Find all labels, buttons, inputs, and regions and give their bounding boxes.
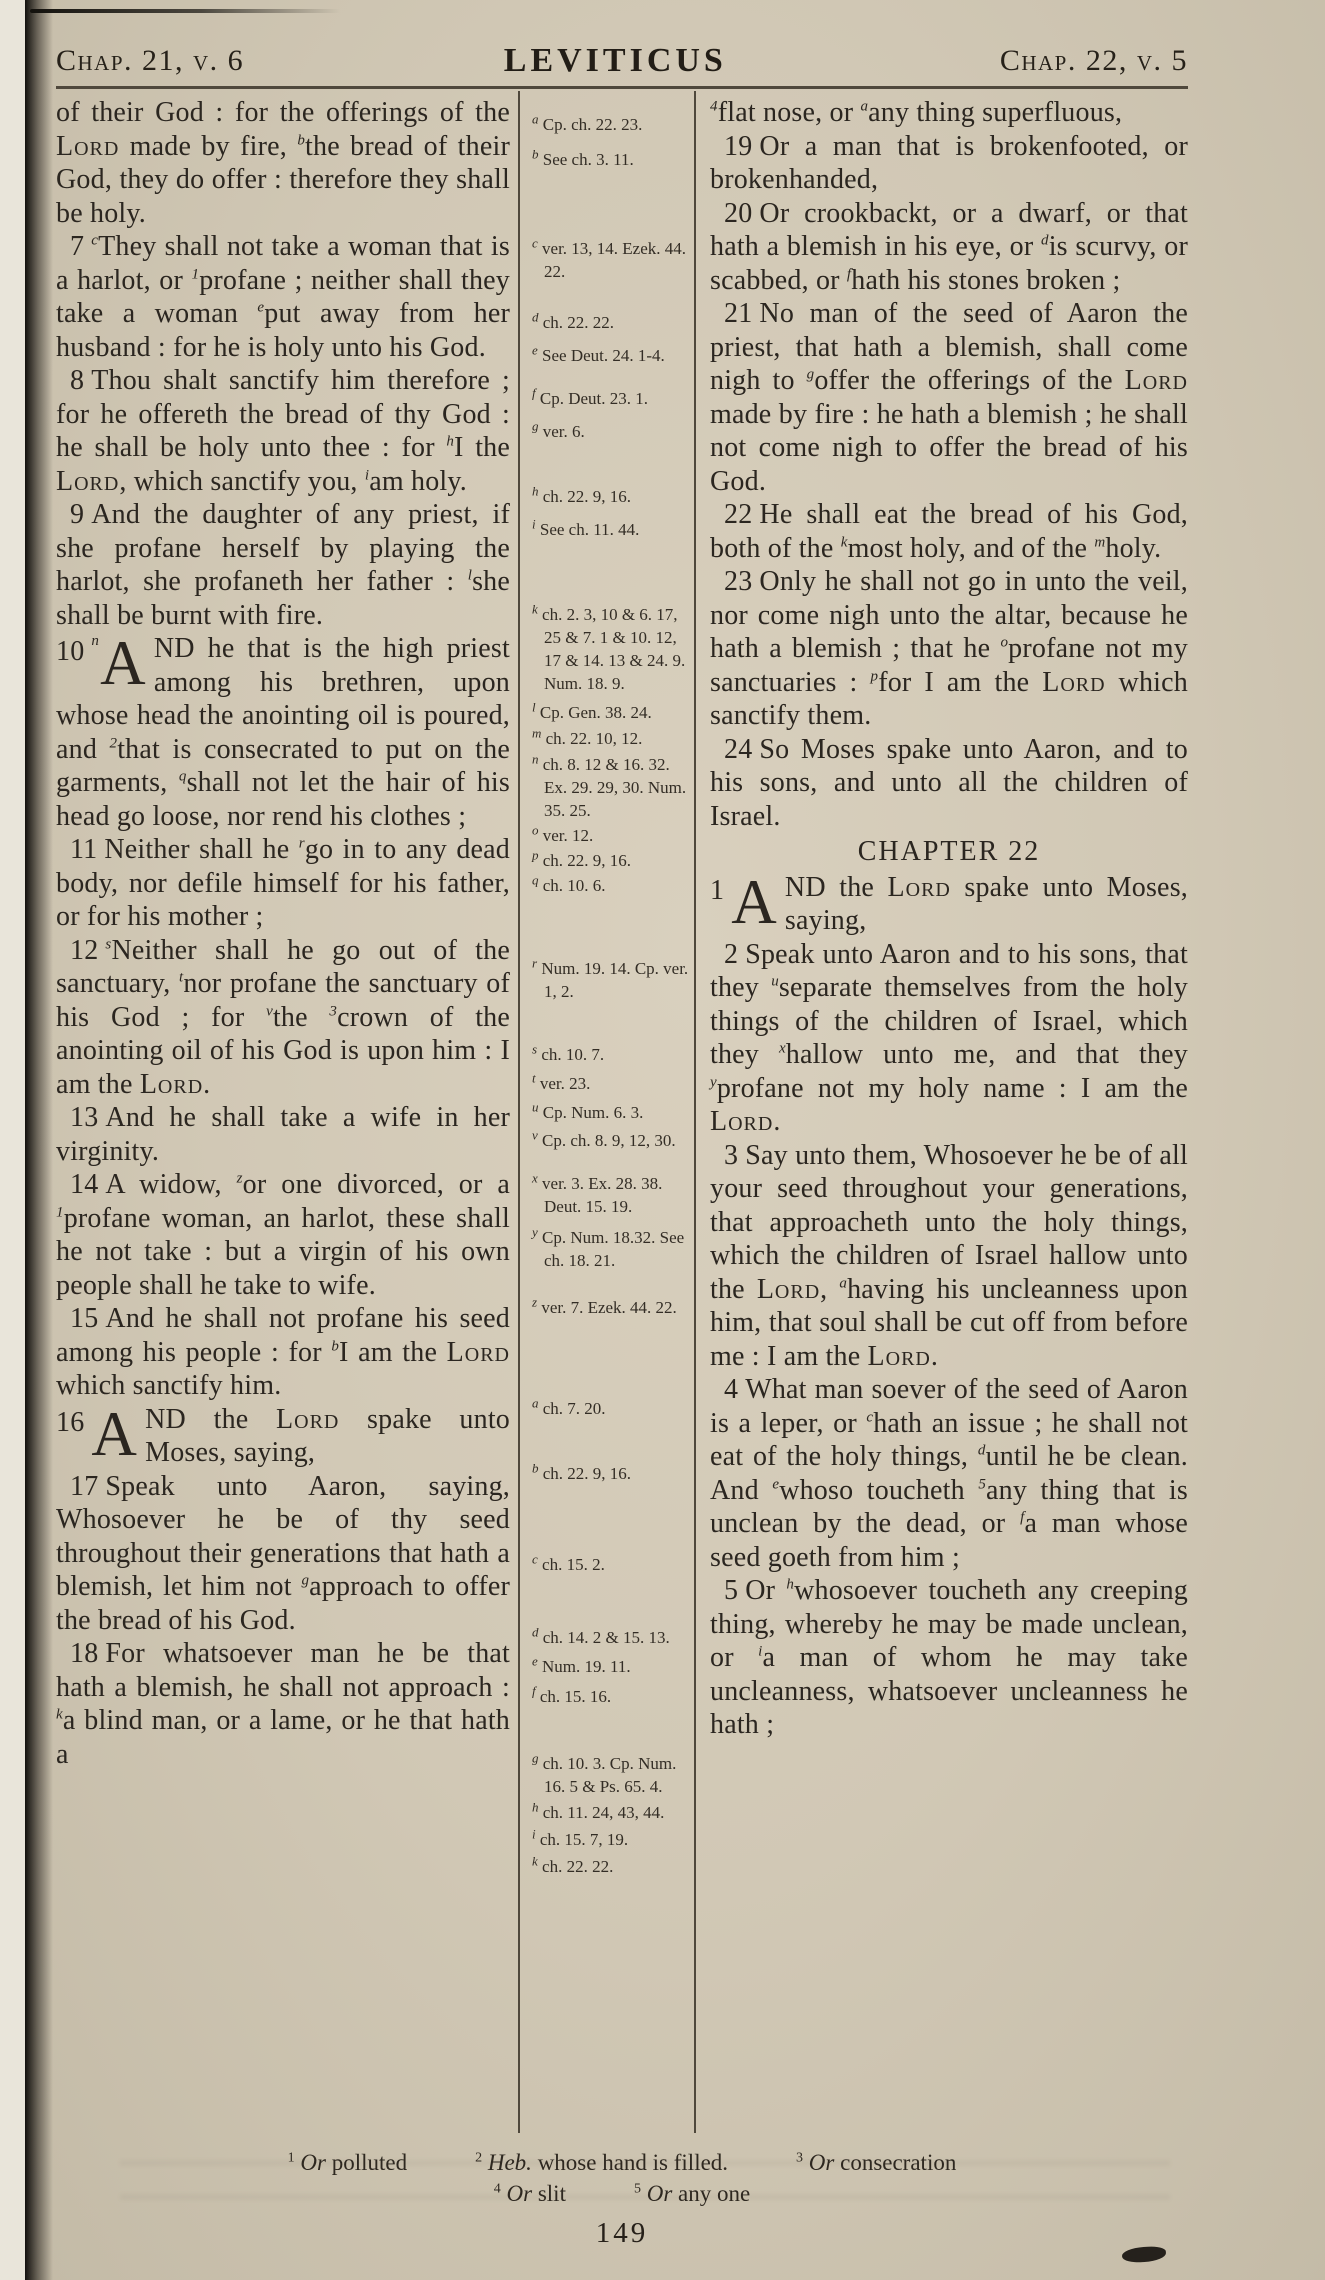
verse-continuation: of their God : for the offerings of the Lord made by fire, $^b$the bread of their God, they do offer : therefore they shall be holy. bbox=[56, 97, 510, 229]
reference-mark: t bbox=[179, 969, 184, 986]
verse-paragraph-5: 5 Or $^h$whosoever toucheth any creeping thing, whereby he may be made unclean, or $^i$a man of whom he may take uncleanness, whatsoever uncleanness he hath ; bbox=[710, 1575, 1188, 1740]
running-head-right: Chap. 22, v. 5 bbox=[999, 44, 1188, 77]
cross-reference: $^b$ See ch. 3. 11. bbox=[532, 146, 634, 169]
reference-mark: x bbox=[778, 1040, 786, 1057]
header-rule bbox=[56, 86, 1188, 89]
verse-paragraph-10: 10 n A ND he that is the high priest among his brethren, upon whose head the anointing oil is poured, and $^2$that is consecrated to put on the garments, $^q$shall not let the hair of his head go loose, nor rend his clothes ; bbox=[56, 628, 511, 832]
gutter-shadow bbox=[25, 0, 53, 2280]
cross-reference: $^x$ ver. 3. Ex. 28. 38. Deut. 15. 19. bbox=[532, 1170, 663, 1216]
running-head bbox=[56, 0, 1188, 86]
text-columns bbox=[56, 91, 1188, 2133]
verse-paragraph-3: 3 Say unto them, Whosoever he be of all your seed throughout your generations, that approacheth unto the holy things, which the children of Israel hallow unto the Lord, $^a$having his uncleanness upon him, that soul shall be cut off from before me : I am the Lord. bbox=[710, 1139, 1188, 1372]
cross-reference: $^q$ ch. 10. 6. bbox=[532, 872, 606, 895]
cross-reference: $^t$ ver. 23. bbox=[532, 1070, 591, 1093]
reference-mark: s bbox=[105, 936, 112, 953]
cross-reference: $^e$ Num. 19. 11. bbox=[532, 1653, 631, 1676]
reference-mark: p bbox=[870, 668, 879, 685]
cross-reference: $^v$ Cp. ch. 8. 9, 12, 30. bbox=[532, 1127, 676, 1150]
cross-reference: $^o$ ver. 12. bbox=[532, 822, 594, 845]
reference-mark: 1 bbox=[191, 266, 200, 283]
scan-edge-left bbox=[0, 0, 25, 2280]
reference-mark: e bbox=[257, 299, 265, 316]
cross-reference: $^e$ See Deut. 24. 1-4. bbox=[532, 342, 665, 365]
reference-mark: i bbox=[364, 467, 370, 484]
page-content bbox=[56, 0, 1188, 2280]
verse-paragraph-15: 15 And he shall not profane his seed among his people : for $^b$I am the Lord which sanctify him. bbox=[56, 1303, 511, 1401]
cross-reference: $^y$ Cp. Num. 18.32. See ch. 18. 21. bbox=[532, 1224, 685, 1270]
cross-reference: $^s$ ch. 10. 7. bbox=[532, 1041, 605, 1064]
small-caps-word: Lord bbox=[139, 1068, 204, 1100]
reference-mark: k bbox=[56, 1706, 63, 1723]
reference-mark: u bbox=[771, 973, 779, 990]
chapter-heading: CHAPTER 22 bbox=[857, 836, 1041, 867]
verse-paragraph-23: 23 Only he shall not go in unto the veil, nor come nigh unto the altar, because he hath a blemish ; that he $^o$profane not my sanctuaries : $^p$for I am the Lord which sanctify them. bbox=[710, 566, 1188, 731]
footnote-row bbox=[56, 2147, 1188, 2178]
reference-mark: y bbox=[710, 1074, 717, 1091]
cross-reference: $^k$ ch. 22. 22. bbox=[532, 1853, 614, 1876]
cross-reference: $^g$ ch. 10. 3. Cp. Num. 16. 5 & Ps. 65. 4. bbox=[532, 1750, 677, 1796]
reference-mark: 4 bbox=[710, 98, 718, 115]
verse-paragraph-22: 22 He shall eat the bread of his God, both of the $^k$most holy, and of the $^m$holy. bbox=[710, 499, 1188, 564]
cross-reference: $^i$ See ch. 11. 44. bbox=[532, 516, 640, 539]
cross-reference: $^p$ ch. 22. 9, 16. bbox=[532, 847, 632, 870]
cross-reference: $^l$ Cp. Gen. 38. 24. bbox=[532, 699, 652, 722]
cross-reference: $^c$ ver. 13, 14. Ezek. 44. 22. bbox=[532, 235, 687, 281]
reference-mark: g bbox=[806, 366, 815, 383]
footnote-5: $^5$ Or any one bbox=[633, 2181, 751, 2206]
reference-mark: d bbox=[1040, 232, 1049, 249]
reference-mark: f bbox=[1020, 1509, 1025, 1526]
small-caps-word: Lord bbox=[710, 1106, 774, 1137]
reference-mark: l bbox=[467, 567, 473, 584]
reference-mark: 2 bbox=[109, 735, 118, 752]
reference-mark: a bbox=[839, 1275, 848, 1292]
left-text-column bbox=[56, 91, 518, 2133]
reference-mark: a bbox=[860, 98, 869, 115]
verse-paragraph-1: 1 A ND the Lord spake unto Moses, saying, bbox=[710, 866, 1188, 937]
footnote-3: $^3$ Or consecration bbox=[796, 2150, 957, 2175]
reference-mark: h bbox=[786, 1576, 795, 1593]
cross-reference: $^f$ ch. 15. 16. bbox=[532, 1683, 612, 1706]
reference-mark: c bbox=[866, 1409, 874, 1426]
verse-paragraph-21: 21 No man of the seed of Aaron the priest, that hath a blemish, shall come nigh to $^g$offer the offerings of the Lord made by fire : he hath a blemish ; he shall not come nigh to offer the bread of his God. bbox=[710, 298, 1188, 497]
small-caps-word: Lord bbox=[1042, 666, 1106, 698]
verse-paragraph-16: 16 A ND the Lord spake unto Moses, saying, bbox=[56, 1398, 510, 1469]
drop-cap: 16 A bbox=[56, 1398, 138, 1469]
reference-mark: r bbox=[298, 835, 305, 852]
cross-reference: $^m$ ch. 22. 10, 12. bbox=[532, 725, 643, 748]
small-caps-word: Lord bbox=[1124, 365, 1188, 396]
reference-mark: e bbox=[772, 1476, 780, 1493]
reference-mark: 5 bbox=[978, 1476, 987, 1493]
footnote-4: $^4$ Or slit bbox=[493, 2181, 566, 2206]
small-caps-word: Lord bbox=[446, 1336, 511, 1368]
cross-reference: $^u$ Cp. Num. 6. 3. bbox=[532, 1099, 644, 1122]
footnote-1: $^1$ Or polluted bbox=[287, 2150, 408, 2175]
cross-reference: $^d$ ch. 14. 2 & 15. 13. bbox=[532, 1624, 670, 1647]
cross-reference: $^g$ ver. 6. bbox=[532, 418, 585, 441]
small-caps-word: Lord bbox=[756, 1273, 821, 1305]
reference-mark: d bbox=[977, 1442, 986, 1459]
drop-cap: 1 A bbox=[710, 866, 777, 937]
reference-mark: z bbox=[236, 1170, 243, 1187]
reference-mark: q bbox=[178, 768, 187, 785]
small-caps-word: Lord bbox=[276, 1403, 340, 1435]
reference-mark: c bbox=[91, 232, 99, 249]
cross-reference: $^i$ ch. 15. 7, 19. bbox=[532, 1826, 629, 1849]
small-caps-word: Lord bbox=[887, 871, 951, 903]
right-text-column bbox=[696, 91, 1188, 2133]
reference-mark: m bbox=[1094, 534, 1106, 551]
cross-reference: $^d$ ch. 22. 22. bbox=[532, 309, 615, 332]
verse-paragraph-18: 18 For whatsoever man he be that hath a blemish, he shall not approach : $^k$a blind man, or a lame, or he that hath a bbox=[56, 1638, 510, 1770]
small-caps-word: Lord bbox=[56, 130, 120, 162]
cross-reference: $^c$ ch. 15. 2. bbox=[532, 1551, 605, 1574]
verse-paragraph-9: 9 And the daughter of any priest, if she profane herself by playing the harlot, she profaneth her father : $^l$she shall be burnt with fire. bbox=[56, 499, 510, 631]
reference-mark: b bbox=[331, 1338, 340, 1355]
cross-reference: $^b$ ch. 22. 9, 16. bbox=[532, 1460, 632, 1483]
cross-reference: $^n$ ch. 8. 12 & 16. 32. Ex. 29. 29, 30. Num. 35. 25. bbox=[532, 751, 687, 820]
verse-paragraph-12: 12 $^s$Neither shall he go out of the sanctuary, $^t$nor profane the sanctuary of his God ; for $^v$the $^3$crown of the anointing oil of his God is upon him : I am the Lord. bbox=[56, 934, 510, 1100]
reference-mark: 3 bbox=[329, 1003, 338, 1020]
reference-mark: h bbox=[446, 433, 455, 450]
cross-reference: $^r$ Num. 19. 14. Cp. ver. 1, 2. bbox=[532, 955, 689, 1001]
cross-reference: $^a$ ch. 7. 20. bbox=[532, 1395, 606, 1418]
small-caps-word: Lord bbox=[867, 1340, 931, 1372]
cross-reference: $^z$ ver. 7. Ezek. 44. 22. bbox=[532, 1294, 677, 1317]
footnote-2: $^2$ Heb. whose hand is filled. bbox=[475, 2150, 729, 2175]
verse-paragraph-20: 20 Or crookbackt, or a dwarf, or that hath a blemish in his eye, or $^d$is scurvy, or scabbed, or $^f$hath his stones broken ; bbox=[710, 197, 1188, 296]
verse-paragraph-8: 8 Thou shalt sanctify him therefore ; for he offereth the bread of thy God : he shall be holy unto thee : for $^h$I the Lord, which sanctify you, $^i$am holy. bbox=[56, 365, 510, 497]
page-number: 149 bbox=[595, 2217, 649, 2249]
reference-mark: b bbox=[297, 132, 306, 149]
drop-cap: 10 n A bbox=[56, 628, 146, 698]
reference-mark: g bbox=[301, 1572, 310, 1589]
verse-paragraph-14: 14 A widow, $^z$or one divorced, or a $^1$profane woman, an harlot, these shall he not take : but a virgin of his own people shall he take to wife. bbox=[56, 1169, 510, 1301]
reference-mark: v bbox=[266, 1003, 273, 1020]
verse-paragraph-13: 13 And he shall take a wife in her virginity. bbox=[56, 1102, 510, 1167]
cross-reference-column bbox=[518, 91, 696, 2133]
cross-reference: $^k$ ch. 2. 3, 10 & 6. 17, 25 & 7. 1 & 10. 12, 17 & 14. 13 & 24. 9. Num. 18. 9. bbox=[532, 601, 686, 693]
verse-paragraph-7: 7 $^c$They shall not take a woman that is a harlot, or $^1$profane ; neither shall they take a woman $^e$put away from her husband : for he is holy unto his God. bbox=[56, 231, 511, 363]
reference-mark: o bbox=[1000, 634, 1009, 651]
cross-reference: $^h$ ch. 11. 24, 43, 44. bbox=[532, 1799, 665, 1822]
footnotes bbox=[56, 2147, 1188, 2209]
verse-paragraph-4: 4 What man soever of the seed of Aaron is a leper, or $^c$hath an issue ; he shall not eat of the holy things, $^d$until he be clean. And $^e$whoso toucheth $^5$any thing that is unclean by the dead, or $^f$a man whose seed goeth from him ; bbox=[710, 1374, 1188, 1573]
verse-paragraph-19: 19 Or a man that is brokenfooted, or brokenhanded, bbox=[710, 130, 1188, 195]
verse-paragraph-24: 24 So Moses spake unto Aaron, and to his sons, and unto all the children of Israel. bbox=[710, 733, 1188, 832]
verse-continuation: $^4$flat nose, or $^a$any thing superfluous, bbox=[710, 97, 1123, 128]
reference-mark: f bbox=[846, 266, 852, 283]
cross-reference: $^f$ Cp. Deut. 23. 1. bbox=[532, 385, 649, 408]
footnote-row bbox=[56, 2178, 1188, 2209]
reference-mark: k bbox=[840, 534, 848, 551]
verse-paragraph-17: 17 Speak unto Aaron, saying, Whosoever he be of thy seed throughout their generations that hath a blemish, let him not $^g$approach to offer the bread of his God. bbox=[56, 1470, 510, 1636]
reference-mark: 1 bbox=[56, 1204, 64, 1221]
small-caps-word: Lord bbox=[56, 465, 120, 497]
running-head-left: Chap. 21, v. 6 bbox=[56, 44, 245, 77]
book-title: LEVITICUS bbox=[503, 42, 727, 79]
cross-reference: $^a$ Cp. ch. 22. 23. bbox=[532, 111, 643, 134]
verse-paragraph-2: 2 Speak unto Aaron and to his sons, that they $^u$separate themselves from the holy things of the children of Israel, which they $^x$hallow unto me, and that they $^y$profane not my holy name : I am the Lord. bbox=[710, 938, 1188, 1137]
reference-mark: i bbox=[758, 1643, 763, 1660]
cross-reference: $^h$ ch. 22. 9, 16. bbox=[532, 483, 632, 506]
verse-paragraph-11: 11 Neither shall he $^r$go in to any dead body, nor defile himself for his father, or for his mother ; bbox=[56, 834, 511, 932]
